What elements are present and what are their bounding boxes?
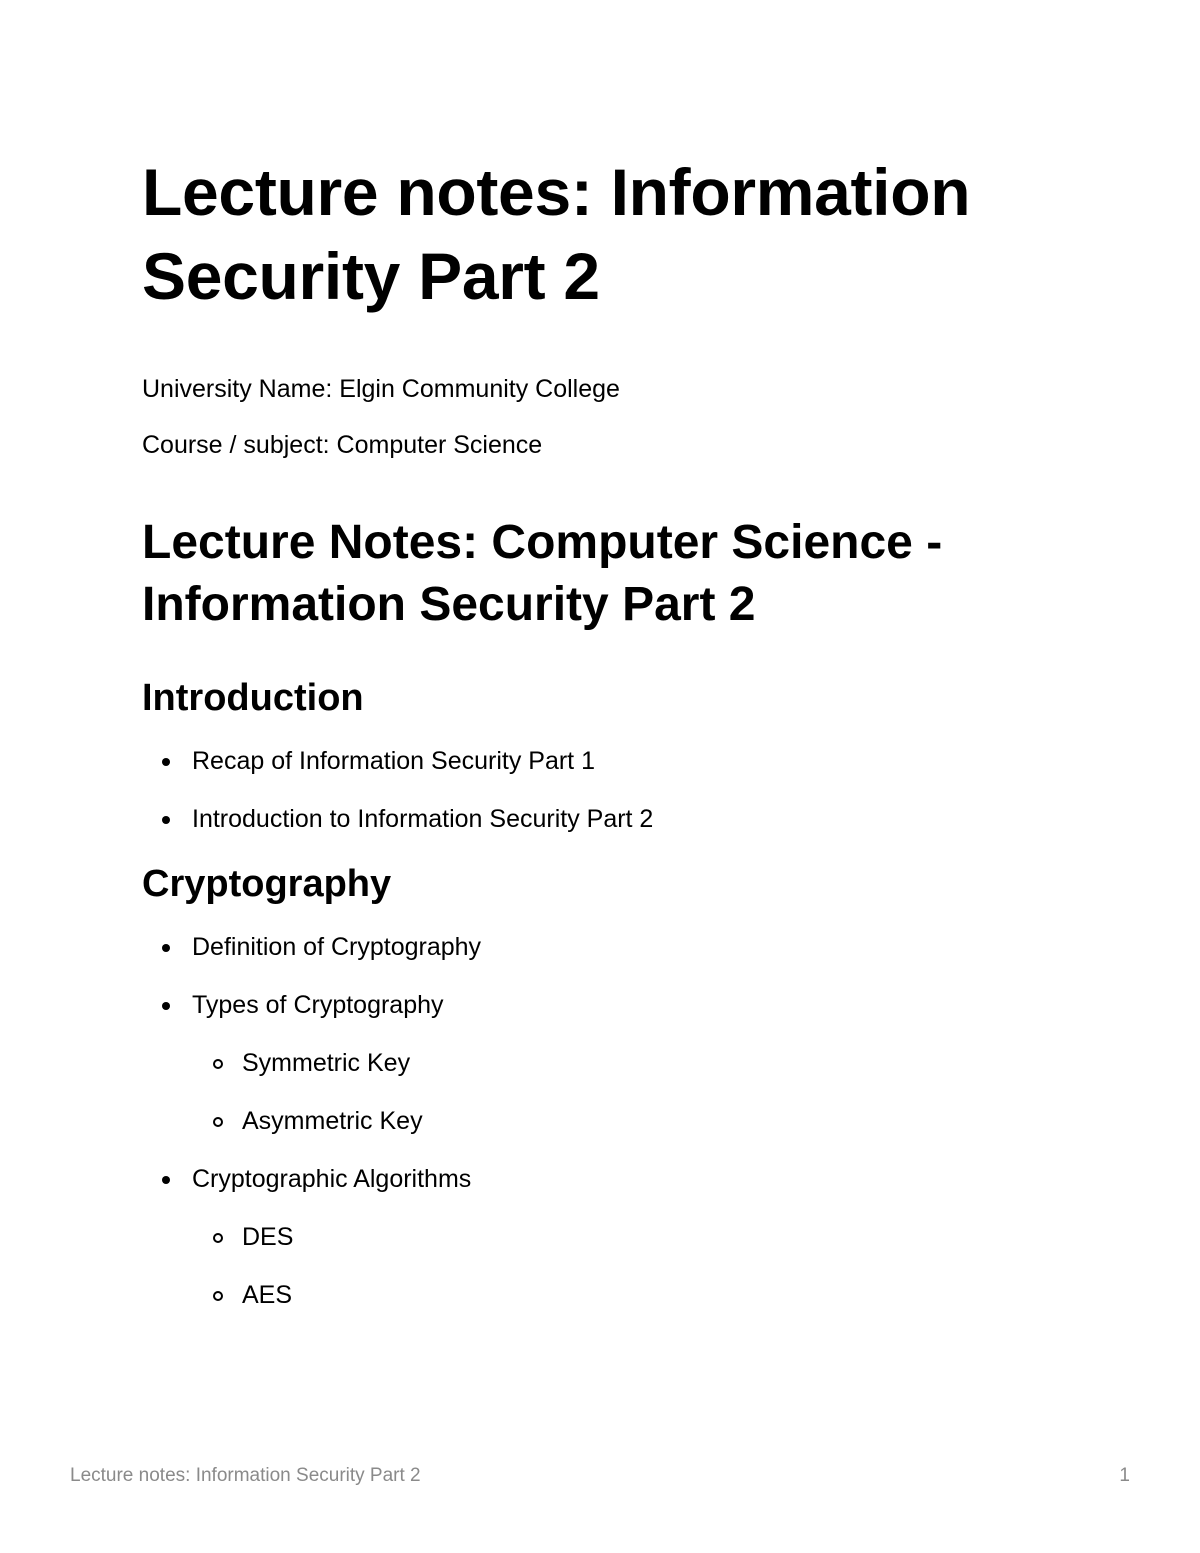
list-item	[142, 930, 1042, 964]
page-number: 1	[1119, 1465, 1130, 1486]
sublist-item-text: DES	[242, 1223, 294, 1251]
sublist-item-text: AES	[242, 1281, 293, 1309]
sublist-item-text: Asymmetric Key	[242, 1107, 423, 1135]
list-item-text: Types of Cryptography	[192, 991, 444, 1019]
list-item	[142, 802, 1042, 836]
page-footer	[70, 1465, 1130, 1491]
sublist-item	[192, 1220, 1042, 1254]
university-name: University Name: Elgin Community College	[142, 375, 620, 403]
list-item	[142, 744, 1042, 778]
list-item-text: Recap of Information Security Part 1	[192, 747, 595, 775]
section-title: Lecture Notes: Computer Science - Information Security Part 2	[142, 516, 943, 631]
list-item-text: Introduction to Information Security Part 2	[192, 805, 654, 833]
sublist-item	[192, 1104, 1042, 1138]
course-subject: Course / subject: Computer Science	[142, 431, 543, 459]
heading-introduction: Introduction	[142, 677, 364, 719]
algorithms-sublist	[192, 1220, 1042, 1312]
list-item	[142, 988, 1042, 1138]
list-item-text: Definition of Cryptography	[192, 933, 482, 961]
heading-cryptography: Cryptography	[142, 863, 392, 905]
document-meta	[142, 372, 1042, 462]
footer-title: Lecture notes: Information Security Part 2	[70, 1465, 421, 1486]
introduction-list	[142, 744, 1042, 836]
cryptography-list	[142, 930, 1042, 1312]
document-title: Lecture notes: Information Security Part 2	[142, 155, 971, 313]
list-item	[142, 1162, 1042, 1312]
sublist-item	[192, 1046, 1042, 1080]
types-sublist	[192, 1046, 1042, 1138]
sublist-item-text: Symmetric Key	[242, 1049, 411, 1077]
document-content	[142, 150, 1042, 1336]
list-item-text: Cryptographic Algorithms	[192, 1165, 472, 1193]
sublist-item	[192, 1278, 1042, 1312]
